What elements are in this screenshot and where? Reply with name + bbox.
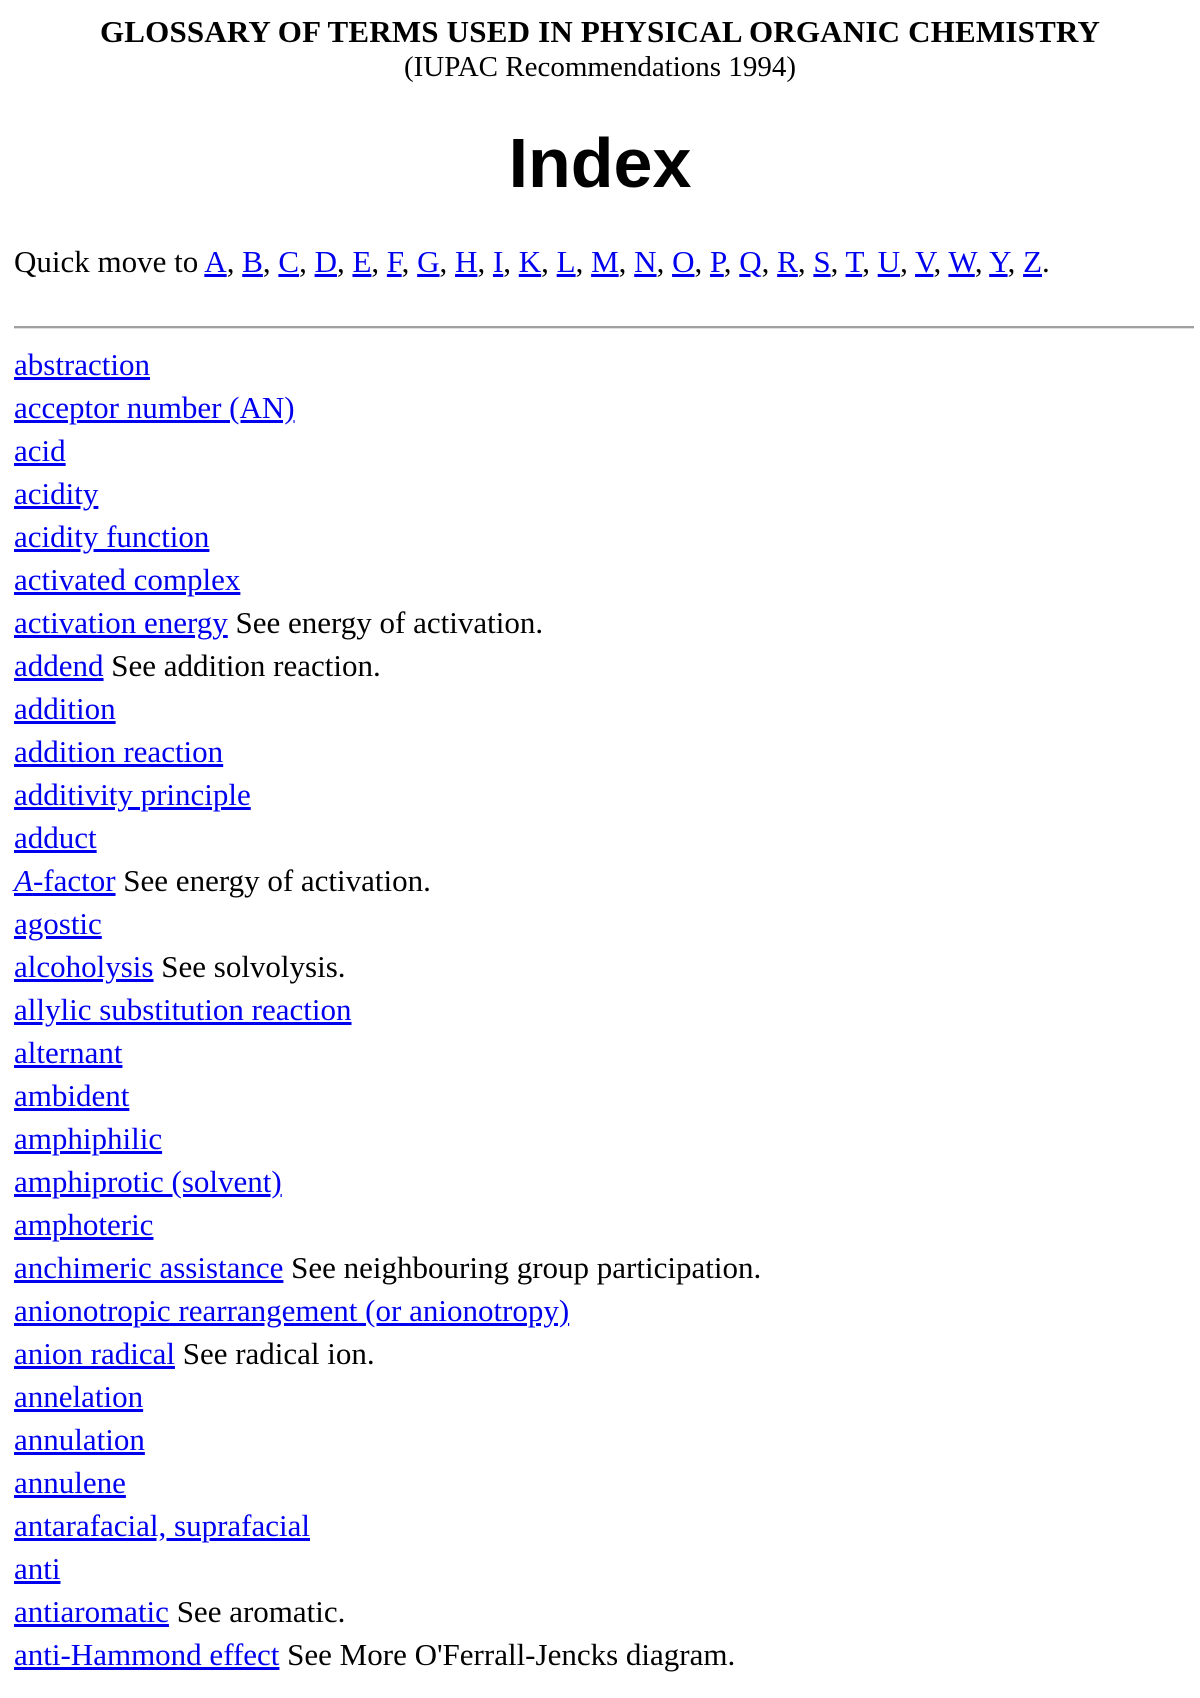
term-link[interactable] [14, 1422, 145, 1457]
term-link[interactable] [14, 1207, 153, 1242]
letter-link-p[interactable]: P [709, 244, 724, 279]
letter-separator: , [477, 244, 493, 279]
letter-separator: , [1007, 244, 1024, 279]
index-entry [14, 1418, 1186, 1461]
letter-link-v[interactable]: V [915, 244, 934, 279]
term-link[interactable] [14, 1293, 569, 1328]
index-entry [14, 601, 1186, 644]
letter-link-f[interactable]: F [386, 244, 402, 279]
index-heading: Index [508, 124, 692, 202]
term-text: amphoteric [14, 1207, 154, 1242]
see-reference: See More O'Ferrall-Jencks diagram. [279, 1637, 736, 1672]
letter-separator: , [299, 244, 315, 279]
index-entry [14, 1246, 1186, 1289]
see-reference: See energy of activation. [227, 605, 544, 640]
letter-links [204, 244, 1042, 279]
term-text: additivity principle [14, 777, 251, 812]
term-link[interactable] [14, 1508, 310, 1543]
index-entry [14, 773, 1186, 816]
index-entry [14, 730, 1186, 773]
see-reference: See addition reaction. [103, 648, 381, 683]
letter-separator: , [541, 244, 557, 279]
term-text: addend [14, 648, 104, 683]
letter-link-r[interactable]: R [777, 244, 798, 279]
term-link[interactable] [14, 1078, 129, 1113]
term-link[interactable] [14, 820, 97, 855]
letter-link-o[interactable]: O [672, 244, 695, 279]
index-entry [14, 816, 1186, 859]
index-entry [14, 1461, 1186, 1504]
see-reference: See neighbouring group participation. [283, 1250, 762, 1285]
term-link[interactable] [14, 605, 228, 640]
term-text: amphiphilic [14, 1121, 163, 1156]
letter-link-l[interactable]: L [556, 244, 576, 279]
term-text: acid [14, 433, 66, 468]
term-text: anchimeric assistance [14, 1250, 284, 1285]
letter-link-g[interactable]: G [417, 244, 440, 279]
section-divider [14, 326, 1194, 329]
quick-move-suffix: . [1042, 244, 1050, 279]
letter-separator: , [694, 244, 710, 279]
index-entry-list [14, 343, 1186, 1676]
index-entry [14, 515, 1186, 558]
term-link[interactable] [14, 949, 154, 984]
term-link[interactable] [14, 1551, 61, 1586]
term-text: annulene [14, 1465, 126, 1500]
see-reference: See radical ion. [174, 1336, 375, 1371]
letter-link-a[interactable]: A [204, 244, 227, 279]
document-subtitle: (IUPAC Recommendations 1994) [403, 51, 796, 83]
letter-link-h[interactable]: H [455, 244, 478, 279]
term-text: activation energy [14, 605, 228, 640]
term-link[interactable] [14, 777, 251, 812]
index-entry [14, 1160, 1186, 1203]
term-link[interactable] [14, 476, 98, 511]
index-entry [14, 1547, 1186, 1590]
term-text: anti-Hammond effect [14, 1637, 280, 1672]
term-text: agostic [14, 906, 102, 941]
term-text: ambident [14, 1078, 130, 1113]
term-text: annelation [14, 1379, 144, 1414]
index-entry [14, 1633, 1186, 1676]
index-entry [14, 343, 1186, 386]
index-entry [14, 859, 1186, 902]
letter-link-k[interactable]: K [518, 244, 542, 279]
term-text: anion radical [14, 1336, 175, 1371]
term-link[interactable] [14, 734, 223, 769]
index-entry [14, 1203, 1186, 1246]
term-text: abstraction [14, 347, 151, 382]
index-entry [14, 1504, 1186, 1547]
letter-separator: , [575, 244, 592, 279]
letter-link-e[interactable]: E [352, 244, 372, 279]
index-entry [14, 687, 1186, 730]
index-entry [14, 1332, 1186, 1375]
letter-link-s[interactable]: S [813, 244, 831, 279]
term-link[interactable] [14, 433, 66, 468]
term-text: addition [14, 691, 116, 726]
term-text: annulation [14, 1422, 145, 1457]
term-text: acidity [14, 476, 99, 511]
letter-separator: , [797, 244, 814, 279]
letter-separator: , [371, 244, 387, 279]
letter-link-b[interactable]: B [242, 244, 263, 279]
letter-separator: , [226, 244, 243, 279]
index-entry [14, 644, 1186, 687]
letter-separator: , [439, 244, 456, 279]
term-link[interactable] [14, 390, 295, 425]
index-entry [14, 558, 1186, 601]
letter-link-d[interactable]: D [314, 244, 337, 279]
index-entry [14, 945, 1186, 988]
term-link[interactable] [14, 1164, 282, 1199]
term-link[interactable] [14, 562, 240, 597]
document-title: GLOSSARY OF TERMS USED IN PHYSICAL ORGANIC CHEMISTRY [99, 14, 1101, 49]
term-text: alternant [14, 1035, 123, 1070]
letter-link-c[interactable]: C [278, 244, 300, 279]
term-text: alcoholysis [14, 949, 154, 984]
quick-move-nav [14, 204, 1186, 280]
index-entry [14, 1117, 1186, 1160]
letter-link-y[interactable]: Y [989, 244, 1008, 279]
term-link[interactable] [14, 1250, 283, 1285]
term-link[interactable] [14, 1379, 143, 1414]
letter-separator: , [723, 244, 740, 279]
letter-separator: , [262, 244, 279, 279]
term-text: addition reaction [14, 734, 224, 769]
index-entry [14, 1375, 1186, 1418]
letter-separator: , [900, 244, 916, 279]
term-text: adduct [14, 820, 97, 855]
term-text: -factor [32, 863, 116, 898]
index-entry [14, 429, 1186, 472]
letter-link-m[interactable]: M [591, 244, 619, 279]
index-entry [14, 1590, 1186, 1633]
index-entry [14, 1074, 1186, 1117]
letter-link-i[interactable]: I [492, 244, 504, 279]
term-text: allylic substitution reaction [14, 992, 352, 1027]
term-text: acceptor number (AN) [14, 390, 295, 425]
term-link[interactable] [14, 347, 150, 382]
letter-link-q[interactable]: Q [739, 244, 762, 279]
letter-separator: , [401, 244, 418, 279]
letter-separator: , [336, 244, 353, 279]
see-reference: See energy of activation. [115, 863, 431, 898]
see-reference: See aromatic. [168, 1594, 346, 1629]
term-link[interactable] [14, 1035, 122, 1070]
letter-separator: , [503, 244, 519, 279]
term-text: amphiprotic (solvent) [14, 1164, 282, 1199]
see-reference: See solvolysis. [153, 949, 346, 984]
index-entry [14, 902, 1186, 945]
letter-separator: , [761, 244, 778, 279]
letter-link-z[interactable]: Z [1023, 244, 1043, 279]
index-entry [14, 472, 1186, 515]
term-text: antiaromatic [14, 1594, 169, 1629]
letter-link-t[interactable]: T [845, 244, 863, 279]
letter-separator: , [618, 244, 635, 279]
term-link[interactable] [14, 648, 104, 683]
letter-link-n[interactable]: N [634, 244, 657, 279]
term-text: anionotropic rearrangement (or anionotropy) [14, 1293, 570, 1328]
term-link[interactable] [14, 1121, 162, 1156]
term-link[interactable] [14, 1336, 175, 1371]
index-entry [14, 1031, 1186, 1074]
term-link[interactable] [14, 1465, 126, 1500]
letter-link-u[interactable]: U [877, 244, 901, 279]
term-link[interactable] [14, 519, 209, 554]
term-text: antarafacial, suprafacial [14, 1508, 311, 1543]
term-italic-prefix: A [14, 863, 33, 898]
quick-move-prefix: Quick move to [14, 244, 205, 279]
letter-link-w[interactable]: W [948, 244, 975, 279]
index-entry [14, 988, 1186, 1031]
term-link[interactable] [14, 691, 116, 726]
letter-separator: , [862, 244, 878, 279]
term-text: anti [14, 1551, 61, 1586]
term-link[interactable] [14, 992, 352, 1027]
index-entry [14, 386, 1186, 429]
letter-separator: , [933, 244, 949, 279]
term-link[interactable] [14, 863, 116, 898]
term-text: activated complex [14, 562, 241, 597]
letter-separator: , [830, 244, 846, 279]
term-text: acidity function [14, 519, 210, 554]
term-link[interactable] [14, 906, 102, 941]
term-link[interactable] [14, 1594, 169, 1629]
letter-separator: , [974, 244, 990, 279]
index-entry [14, 1289, 1186, 1332]
term-link[interactable] [14, 1637, 279, 1672]
letter-separator: , [656, 244, 673, 279]
